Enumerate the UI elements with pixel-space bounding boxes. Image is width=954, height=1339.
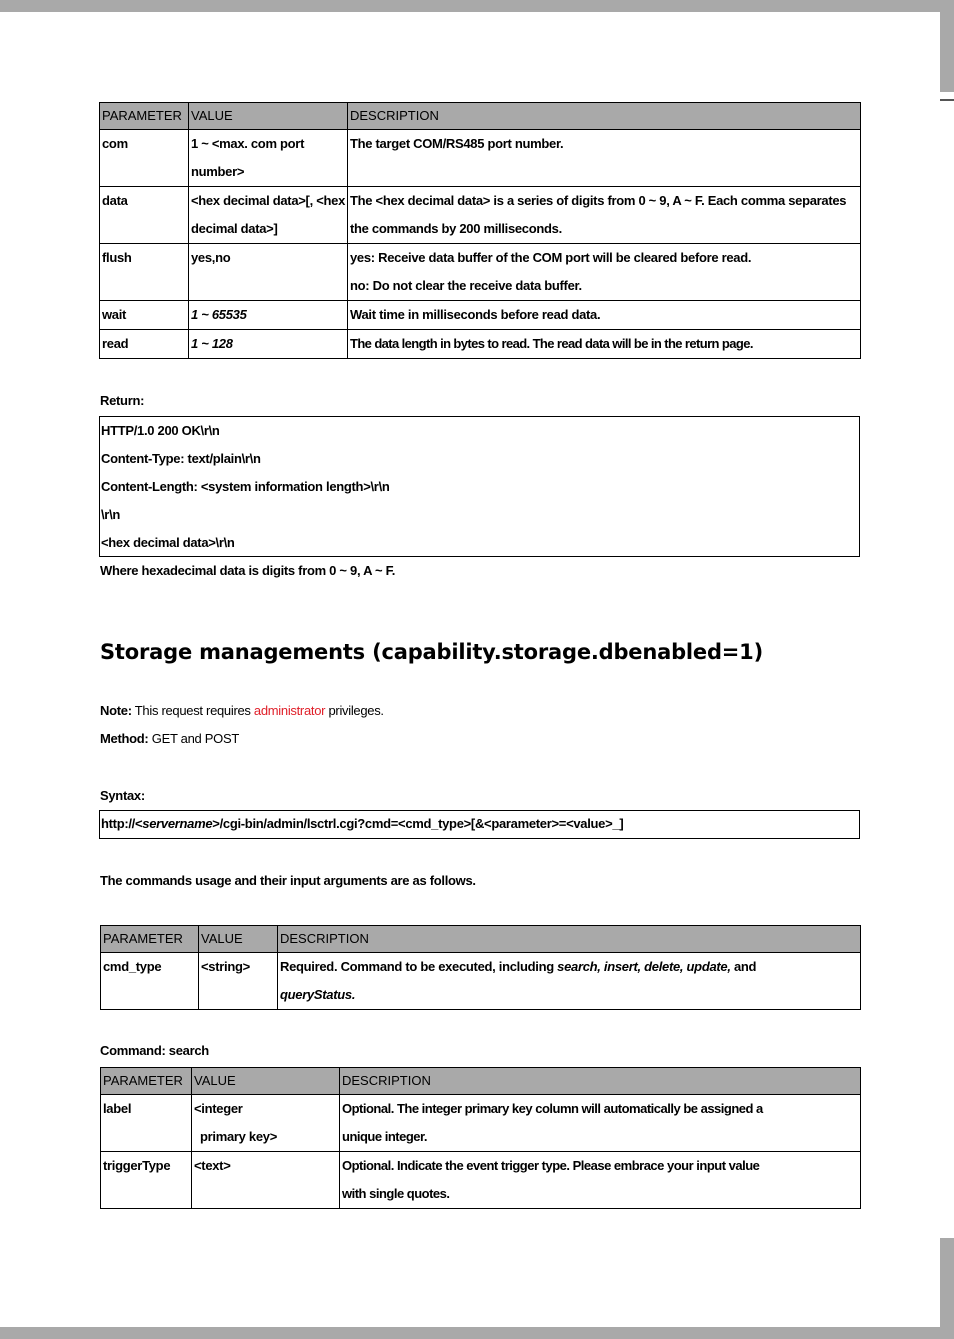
return-code-box <box>99 416 860 557</box>
table-header-row <box>101 926 861 953</box>
syntax-label: Syntax: <box>100 788 145 803</box>
desc-cell <box>348 244 861 301</box>
value-line: <integer <box>194 1101 243 1116</box>
desc-line: Optional. Indicate the event trigger type. Please embrace your input value <box>342 1158 760 1173</box>
cmd-type-table <box>100 925 861 1010</box>
column-header: VALUE <box>199 926 278 953</box>
code-line: <hex decimal data>\r\n <box>101 535 235 550</box>
column-header: DESCRIPTION <box>340 1068 861 1095</box>
table-row <box>100 130 861 187</box>
value-cell: <hex decimal data>[, <hex decimal data>] <box>189 187 348 244</box>
syntax-box <box>99 810 860 839</box>
table-row <box>101 1095 861 1152</box>
page-frame-bottom <box>0 1327 954 1339</box>
code-line: HTTP/1.0 200 OK\r\n <box>101 423 220 438</box>
code-line: Content-Length: <system information length>\r\n <box>101 479 390 494</box>
value-cell: 1 ~ <max. com port number> <box>189 130 348 187</box>
method-value: GET and POST <box>148 731 239 746</box>
com-parameter-table <box>99 102 861 359</box>
column-header: DESCRIPTION <box>278 926 861 953</box>
desc-line: yes: Receive data buffer of the COM port will be cleared before read. <box>350 250 752 265</box>
column-header: DESCRIPTION <box>348 103 861 130</box>
param-cell: wait <box>100 301 189 330</box>
desc-cell <box>278 953 861 1010</box>
code-line: Content-Type: text/plain\r\n <box>101 451 261 466</box>
command-label: Command: search <box>100 1043 209 1058</box>
page-edge-mark <box>940 99 954 101</box>
desc-cell: The data length in bytes to read. The read data will be in the return page. <box>348 330 861 359</box>
desc-line: no: Do not clear the receive data buffer. <box>350 278 582 293</box>
code-line: \r\n <box>101 507 121 522</box>
desc-line: Optional. The integer primary key column will automatically be assigned a <box>342 1101 763 1116</box>
desc-text: Required. Command to be executed, including <box>280 959 558 974</box>
page-frame-right-lower <box>940 1238 954 1327</box>
table-row <box>100 244 861 301</box>
value-cell: <text> <box>192 1152 340 1209</box>
note-text-end: privileges. <box>325 703 384 718</box>
desc-cell <box>340 1095 861 1152</box>
page-frame-right <box>940 12 954 92</box>
column-header: VALUE <box>189 103 348 130</box>
return-label: Return: <box>100 393 145 408</box>
desc-commands: search, insert, delete, update, <box>557 959 731 974</box>
section-heading: Storage managements (capability.storage.dbenabled=1) <box>100 640 763 664</box>
desc-cell <box>340 1152 861 1209</box>
value-cell: yes,no <box>189 244 348 301</box>
column-header: PARAMETER <box>100 103 189 130</box>
desc-and: and <box>730 959 757 974</box>
note-highlight: administrator <box>253 703 326 718</box>
desc-line: with single quotes. <box>342 1186 450 1201</box>
desc-cell: Wait time in milliseconds before read data. <box>348 301 861 330</box>
syntax-pre: http://< <box>101 816 143 831</box>
table-row <box>100 301 861 330</box>
table-row <box>100 330 861 359</box>
column-header: VALUE <box>192 1068 340 1095</box>
search-parameter-table <box>100 1067 861 1209</box>
syntax-servername: servername <box>142 816 213 831</box>
value-cell: 1 ~ 65535 <box>189 301 348 330</box>
note-line <box>100 703 384 718</box>
note-label: Note: <box>100 703 132 718</box>
desc-cell: The <hex decimal data> is a series of digits from 0 ~ 9, A ~ F. Each comma separates the commands by 200 milliseconds. <box>348 187 861 244</box>
method-label: Method: <box>100 731 149 746</box>
value-line: primary key> <box>200 1129 277 1144</box>
param-cell: com <box>100 130 189 187</box>
desc-line: queryStatus. <box>280 987 356 1002</box>
desc-line: unique integer. <box>342 1129 427 1144</box>
value-cell: <string> <box>199 953 278 1010</box>
param-cell: label <box>101 1095 192 1152</box>
param-cell: triggerType <box>101 1152 192 1209</box>
return-note: Where hexadecimal data is digits from 0 ~ 9, A ~ F. <box>100 563 396 578</box>
table-header-row <box>100 103 861 130</box>
table-row <box>101 953 861 1010</box>
commands-intro: The commands usage and their input arguments are as follows. <box>100 873 476 888</box>
column-header: PARAMETER <box>101 1068 192 1095</box>
desc-cell: The target COM/RS485 port number. <box>348 130 861 187</box>
syntax-line <box>100 811 859 837</box>
param-cell: cmd_type <box>101 953 199 1010</box>
param-cell: data <box>100 187 189 244</box>
method-line <box>100 731 239 746</box>
table-header-row <box>101 1068 861 1095</box>
page-frame-top <box>0 0 954 12</box>
value-cell <box>192 1095 340 1152</box>
desc-line <box>280 953 858 981</box>
note-text: This request requires <box>131 703 254 718</box>
value-cell: 1 ~ 128 <box>189 330 348 359</box>
param-cell: flush <box>100 244 189 301</box>
table-row <box>101 1152 861 1209</box>
param-cell: read <box>100 330 189 359</box>
table-row <box>100 187 861 244</box>
column-header: PARAMETER <box>101 926 199 953</box>
syntax-post: >/cgi-bin/admin/lsctrl.cgi?cmd=<cmd_type>[&<parameter>=<value>_] <box>212 816 624 831</box>
